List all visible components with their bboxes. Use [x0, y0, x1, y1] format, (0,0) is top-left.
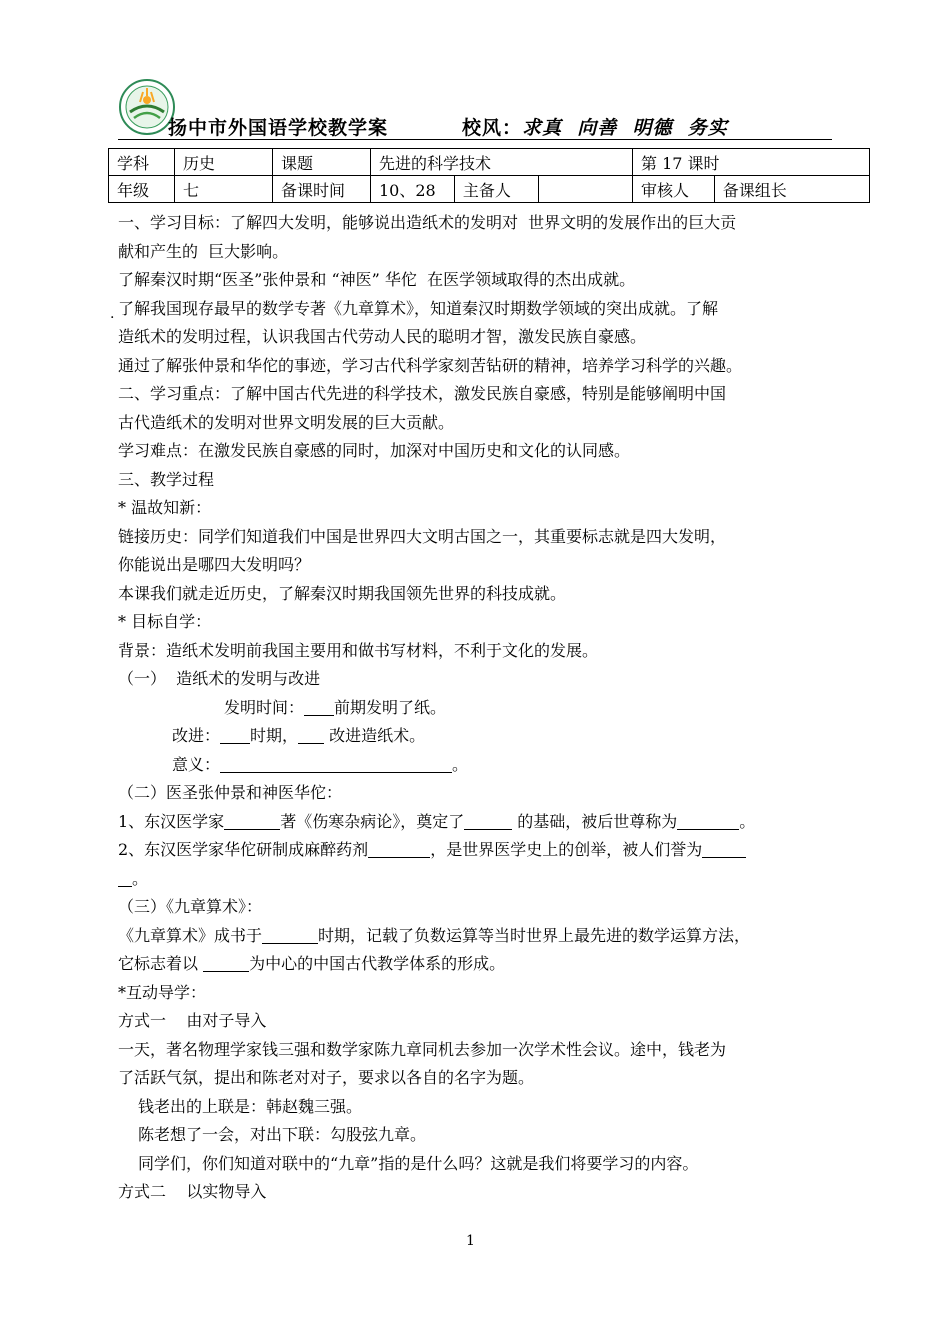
preparer-label: 主备人: [454, 176, 538, 203]
fill-in-line: [118, 751, 838, 780]
school-title: 扬中市外国语学校教学案: [168, 117, 389, 139]
header-rule: [118, 139, 832, 140]
goal-line: 通过了解张仲景和华佗的事迹，学习古代科学家刻苦钻研的精神，培养学习科学的兴趣。: [118, 355, 743, 375]
label: 。: [132, 868, 149, 888]
answer-blank: [220, 727, 250, 744]
answer-blank: [203, 955, 249, 972]
answer-blank: [368, 841, 430, 858]
answer-blank: [464, 813, 512, 830]
method-heading: 方式二 以实物导入: [118, 1182, 267, 1201]
subject-label: 学科: [109, 149, 175, 176]
label: 时期，记载了负数运算等当时世界上最先进的数学运算方法，: [318, 925, 751, 945]
topic-label: 课题: [273, 149, 371, 176]
goal-line: 献和产生的 巨大影响。: [118, 241, 289, 261]
reviewer-label: 审核人: [633, 176, 715, 203]
section-heading: 三、教学过程: [118, 469, 215, 489]
label: 意义：: [172, 754, 221, 774]
answer-blank: [262, 927, 318, 944]
section-heading: （三）《九章算术》：: [118, 897, 263, 916]
subsection-heading: *互动导学：: [118, 982, 207, 1002]
subsection-heading: * 温故知新：: [118, 498, 212, 517]
answer-blank: [118, 870, 132, 887]
difficulty-line: 学习难点：在激发民族自豪感的同时，加深对中国历史和文化的认同感。: [118, 441, 631, 460]
label: 2、东汉医学家华佗研制成麻醉药剂: [118, 840, 369, 859]
grade-label: 年级: [109, 176, 175, 203]
label: 前期发明了纸。: [334, 697, 447, 717]
goal-line: 一、学习目标：了解四大发明，能够说出造纸术的发明对 世界文明的发展作出的巨大贡: [118, 213, 737, 232]
answer-blank: [702, 841, 746, 858]
method-heading: 方式一 由对子导入: [118, 1011, 267, 1030]
paragraph-line: 一天，著名物理学家钱三强和数学家陈九章同机去参加一次学术性会议。途中，钱老为: [118, 1039, 727, 1059]
key-point-line: 二、学习重点：了解中国古代先进的科学技术，激发民族自豪感，特别是能够阐明中国: [118, 384, 727, 403]
subject-value: 历史: [175, 149, 273, 176]
label: 改进：: [172, 726, 221, 745]
label: 。: [452, 754, 469, 774]
paragraph-line: 了活跃气氛，提出和陈老对对子，要求以各自的名字为题。: [118, 1068, 535, 1087]
paragraph-line: 本课我们就走近历史，了解秦汉时期我国领先世界的科技成就。: [118, 583, 567, 603]
table-row: [109, 176, 870, 203]
motto-text: 求真 向善 明德 务实: [522, 117, 728, 139]
motto-label: 校风：: [462, 117, 523, 139]
label: 。: [739, 811, 756, 831]
subsection-heading: * 目标自学：: [118, 612, 212, 631]
table-row: [109, 149, 870, 176]
fill-in-line: [118, 836, 838, 865]
fill-in-line: [118, 865, 838, 894]
label: 改进造纸术。: [324, 726, 426, 745]
answer-blank: [220, 756, 452, 773]
label: ，是世界医学史上的创举，被人们誉为: [430, 840, 703, 859]
label: 时期，: [250, 726, 299, 745]
label: 《九章算术》成书于: [118, 925, 263, 945]
school-motto: [462, 113, 728, 140]
label: 它标志着以: [118, 954, 204, 973]
lesson-body: [118, 209, 838, 1207]
paragraph-line: 钱老出的上联是：韩赵魏三强。: [138, 1096, 363, 1116]
prep-time-label: 备课时间: [273, 176, 371, 203]
goal-line: 造纸术的发明过程，认识我国古代劳动人民的聪明才智，激发民族自豪感。: [118, 327, 647, 346]
prep-time-value: 10、28: [371, 176, 455, 203]
paragraph-line: 你能说出是哪四大发明吗？: [118, 555, 311, 574]
fill-in-line: [118, 950, 838, 979]
answer-blank: [224, 813, 280, 830]
paragraph-line: 同学们，你们知道对联中的“九章”指的是什么吗？这就是我们将要学习的内容。: [138, 1153, 699, 1173]
answer-blank: [677, 813, 739, 830]
goal-line: 了解我国现存最早的数学专著《九章算术》，知道秦汉时期数学领域的突出成就。了解: [118, 298, 719, 318]
paragraph-line: 链接历史：同学们知道我们中国是世界四大文明古国之一，其重要标志就是四大发明，: [118, 526, 727, 546]
paragraph-line: 陈老想了一会，对出下联：勾股弦九章。: [138, 1125, 427, 1144]
fill-in-line: [118, 694, 838, 723]
label: 的基础，被后世尊称为: [512, 811, 678, 831]
lesson-number: 第 17 课时: [633, 149, 870, 176]
label: 1、东汉医学家: [118, 811, 225, 831]
fill-in-line: [118, 808, 838, 837]
grade-value: 七: [175, 176, 273, 203]
label: 著《伤寒杂病论》，奠定了: [280, 811, 465, 831]
key-point-line: 古代造纸术的发明对世界文明发展的巨大贡献。: [118, 412, 455, 432]
section-heading: （二）医圣张仲景和神医华佗：: [118, 783, 343, 802]
answer-blank: [304, 699, 334, 716]
answer-blank: [298, 727, 324, 744]
preparer-value: [538, 176, 632, 203]
label: 为中心的中国古代教学体系的形成。: [249, 954, 506, 973]
page-number: 1: [466, 1233, 475, 1249]
label: 发明时间：: [224, 697, 305, 717]
fill-in-line: [118, 922, 838, 951]
reviewer-value: 备课组长: [714, 176, 869, 203]
paragraph-line: 背景：造纸术发明前我国主要用和做书写材料，不利于文化的发展。: [118, 640, 599, 660]
topic-value: 先进的科学技术: [371, 149, 633, 176]
goal-line: 了解秦汉时期“医圣”张仲景和 “神医” 华佗 在医学领域取得的杰出成就。: [118, 270, 636, 289]
fill-in-line: [118, 722, 838, 751]
margin-dot: .: [110, 306, 115, 322]
lesson-info-table: [108, 148, 870, 203]
section-heading: （一） 造纸术的发明与改进: [118, 669, 321, 688]
